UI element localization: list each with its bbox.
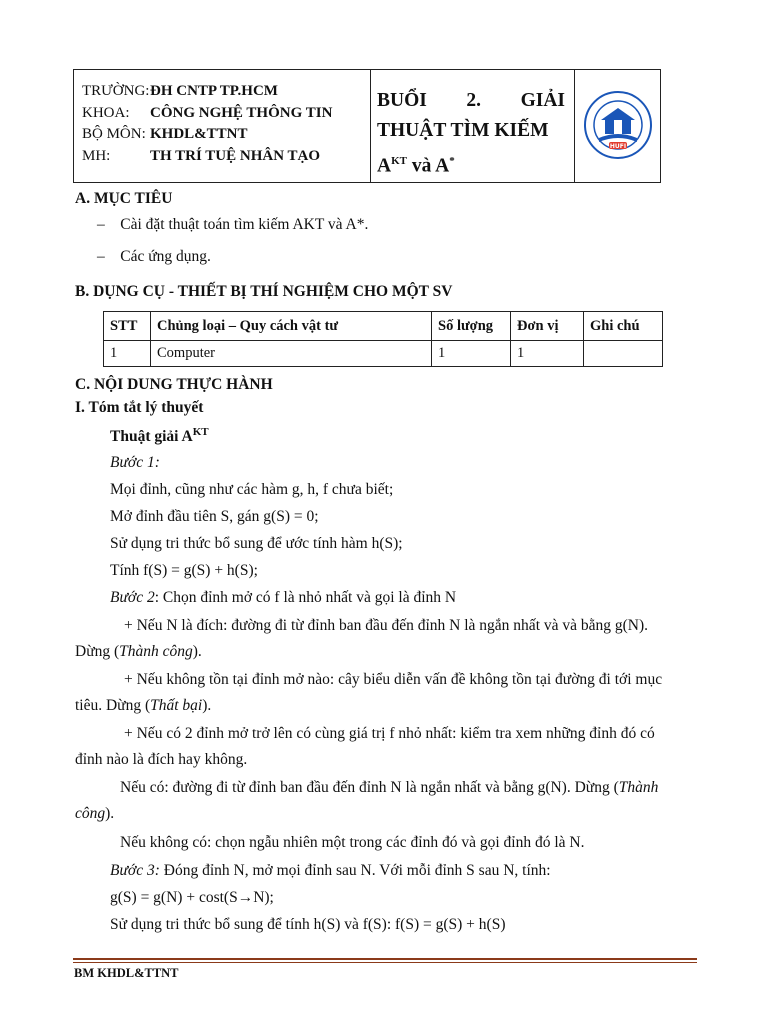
text-line: + Nếu không tồn tại đỉnh mở nào: cây biểu diễn vấn đề không tồn tại đường đi tới mục	[124, 671, 663, 688]
table-cell: Computer	[151, 341, 432, 367]
header-info-cell	[74, 70, 371, 182]
table-header-cell: Số lượng	[432, 312, 511, 341]
step-2-line: Bước 2: Chọn đỉnh mở có f là nhỏ nhất và gọi là đỉnh N	[110, 589, 457, 606]
text-line: Nếu có: đường đi từ đỉnh ban đầu đến đỉnh N là ngắn nhất và bằng g(N). Dừng (Thành	[120, 779, 659, 796]
equipment-table	[103, 311, 663, 367]
text-line: đỉnh nào là đích hay không.	[75, 751, 248, 768]
table-cell: 1	[511, 341, 584, 367]
table-header-cell: STT	[104, 312, 151, 341]
section-c-title: C. NỘI DUNG THỰC HÀNH	[75, 376, 273, 393]
list-item: – Các ứng dụng.	[97, 248, 211, 265]
table-header-cell: Ghi chú	[584, 312, 663, 341]
header-row-faculty: KHOA: CÔNG NGHỆ THÔNG TIN	[82, 105, 333, 121]
section-b-title: B. DỤNG CỤ - THIẾT BỊ THÍ NGHIỆM CHO MỘT SV	[75, 283, 453, 300]
text-line: Mọi đỉnh, cũng như các hàm g, h, f chưa biết;	[110, 481, 394, 498]
step-3-line: Bước 3: Đóng đỉnh N, mở mọi đỉnh sau N. Với mỗi đỉnh S sau N, tính:	[110, 862, 551, 879]
header-logo-cell	[575, 70, 660, 182]
table-cell	[584, 341, 663, 367]
header-row-school: TRƯỜNG:ĐH CNTP TP.HCM	[82, 83, 278, 99]
section-c1-title: I. Tóm tắt lý thuyết	[75, 399, 204, 416]
table-header-cell: Chủng loại – Quy cách vật tư	[151, 312, 432, 341]
table-cell: 1	[104, 341, 151, 367]
text-line: + Nếu có 2 đỉnh mở trở lên có cùng giá trị f nhỏ nhất: kiểm tra xem những đỉnh đó có	[124, 725, 655, 742]
logo-text: HUFI	[609, 143, 627, 150]
text-line: Tính f(S) = g(S) + h(S);	[110, 562, 258, 579]
header-row-subject: MH: TH TRÍ TUỆ NHÂN TẠO	[82, 148, 321, 164]
table-header-row	[104, 312, 663, 341]
text-line: Sử dụng tri thức bổ sung để ước tính hàm h(S);	[110, 535, 403, 552]
text-line: Nếu không có: chọn ngẫu nhiên một trong các đỉnh đó và gọi đỉnh đó là N.	[120, 834, 585, 851]
table-header-cell: Đơn vị	[511, 312, 584, 341]
header-title-cell	[371, 70, 575, 182]
text-line: công).	[75, 805, 115, 822]
text-line: Dừng (Thành công).	[75, 643, 202, 660]
table-cell: 1	[432, 341, 511, 367]
list-item: – Cài đặt thuật toán tìm kiếm AKT và A*.	[97, 216, 369, 233]
text-line: + Nếu N là đích: đường đi từ đỉnh ban đầu đến đỉnh N là ngắn nhất và và bằng g(N).	[124, 617, 649, 634]
footer-rule	[73, 962, 697, 963]
step-1-label: Bước 1:	[110, 454, 160, 471]
header-row-department: BỘ MÔN: KHDL&TTNT	[82, 126, 248, 142]
page-title: BUỔI 2. GIẢI THUẬT TÌM KIẾM $A^{KT}$ và A*	[377, 90, 565, 177]
table-row	[104, 341, 663, 367]
text-line: Mở đỉnh đầu tiên S, gán g(S) = 0;	[110, 508, 319, 525]
text-line: tiêu. Dừng (Thất bại).	[75, 697, 212, 714]
university-logo	[583, 90, 653, 160]
text-line: Sử dụng tri thức bổ sung để tính h(S) và f(S): f(S) = g(S) + h(S)	[110, 916, 506, 933]
footer-rule	[73, 958, 697, 960]
text-line: g(S) = g(N) + cost(S→N);	[110, 889, 274, 906]
header-table	[73, 69, 661, 183]
algorithm-title: Thuật giải $A^{KT}$	[110, 426, 209, 446]
footer-text: BM KHDL&TTNT	[74, 966, 179, 980]
section-a-title: A. MỤC TIÊU	[75, 190, 173, 207]
